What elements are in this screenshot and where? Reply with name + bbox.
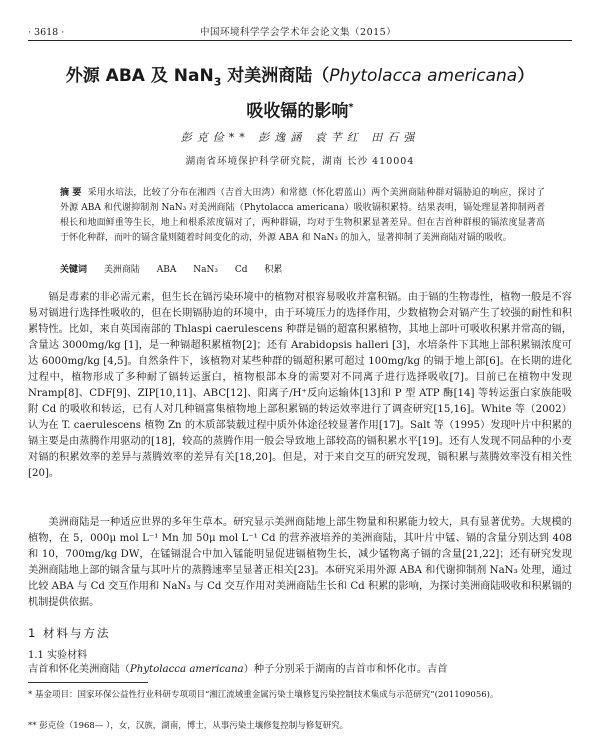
subsection-heading: 1.1 实验材料: [28, 650, 88, 661]
keyword: Cd: [234, 265, 248, 275]
footnote-funding: * 基金项目：国家环保公益性行业科研专项项目“湘江流域重金属污染土壤修复污染控制技术集成与示范研究”(201109056)。: [28, 690, 499, 700]
methods-paragraph: 吉首和怀化美洲商陆（Phytolacca americana）种子分别采于湖南的吉首市和怀化市。吉首: [28, 664, 448, 675]
keyword: 美洲商陆: [103, 265, 140, 275]
keyword: 积累: [264, 265, 283, 275]
title-line-1: 外源 ABA 及 NaN$_3$ 对美洲商陆（Phytolacca americana）: [65, 66, 535, 89]
keyword: NaN₃: [193, 265, 219, 275]
abstract-text: 采用水培法，比较了分布在湘西（吉首大田湾）和常德（怀化碧蓝山）两个美洲商陆种群对镉胁迫的响应，探讨了外源 ABA 和代谢抑制剂 NaN₃ 对美洲商陆（Phytolacca americana）吸收镉积累特。结果表明，镉处理显著抑制两者根长和地面鲜重等生长，地上和根系浓度镉对了，两种群镉，均对于生物积累显著差异。但在吉首种群根的镉浓度显著高于怀化种群，而叶的镉含量则随着时间变化的动，外源 ABA 和 NaN₃ 的加入，显著抑制了美洲商陆对镉的吸收。: [60, 188, 545, 243]
abstract-label: 摘 要: [60, 188, 82, 198]
intro-paragraph-2: 美洲商陆是一种适应世界的多年生草本。研究显示美洲商陆地上部生物量和积累能力较大，具有显著优势。大规模的植物，在 5，000μ mol L⁻¹ Mn 加 50μ mol L⁻¹ Cd 的营养液培养的美洲商陆，其叶片中锰、镉的含量分别达到 408 和 10，700mg/kg DW，在锰镉混合中加入锰能明显促进镉植物生长，减少锰物离子镉的含量[21,22]；还有研究发现美洲商陆地上部的镉含量与其叶片的蒸腾速率呈显著正相关[23]。本研究采用外源 ABA 和代谢抑制剂 NaN₃ 处理，通过比较 ABA 与 Cd 交互作用和 NaN₃ 与 Cd 交互作用对美洲商陆生长和 Cd 积累的影响，为探讨美洲商陆吸收和积累镉的机制提供依据。: [28, 517, 572, 608]
author-list: 彭克俭** 彭逸涵 袁芊红 田石强: [180, 131, 420, 144]
intro-paragraph-1: 镉是毒素的非必需元素，但生长在镉污染环境中的植物对根容易吸收并富积镉。由于镉的生物毒性，植物一般是不容易对镉进行选择性吸收的，但在长期镉胁迫的环境中，由于环境压力的选择作用，少数植物会对镉产生了较强的耐性和积累特性。比如，来自英国南部的 Thlaspi caerulescens 种群是镉的超富积累植物，其地上部叶可吸收积累并常高的镉，含量达 3000mg/kg [1]，是一种镉超积累植物[2]；还有 Arabidopsis halleri [3]，水培条件下其地上部积累镉浓度可达 6000mg/kg [4,5]。自然条件下，该植物对某些种群的镉超积累可超过 100mg/kg 的镉于地上部[6]。在长期的进化过程中，植物形成了多种耐了镉转运蛋白，植物根部本身的需要对不同离子进行选择吸收[7]。目前已在植物中发现 Nramp[8]、CDF[9]、ZIP[10,11]、ABC[12]、阳离子/H⁺反向运输体[13]和 P 型 ATP 酶[14] 等转运蛋白家族能吸附 Cd 的吸收和转运，已有人对几种镉富集植物地上部积累镉的转运效率进行了调查研究[15,16]。White 等（2002）认为在 T. caerulescens 植物 Zn 的木质部装载过程中质外体途径较显著作用[17]。Salt 等（1995）发现叶片中积累的镉主要是由蒸腾作用驱动的[18]，较高的蒸腾作用一般会导致地上部较高的镉积累水平[19]。还有人发现不同品种的小麦对镉的积累效率的差异与蒸腾效率的差异有关[18,20]。但是，对于来自交互的研究发现，镉积累与蒸腾效率没有相关性[20]。: [28, 292, 572, 479]
keywords-label: 关键词: [60, 265, 88, 275]
running-header: [28, 22, 572, 38]
footnote-rule: [28, 682, 148, 683]
page-number: · 3618 ·: [28, 27, 65, 38]
keyword: ABA: [156, 265, 177, 275]
journal-name: 中国环境科学学会学术年会论文集（2015）: [200, 27, 397, 38]
title-line-2: 吸收镉的影响*: [246, 102, 354, 123]
keywords: [60, 262, 545, 275]
affiliation: 湖南省环境保护科学研究院，湖南 长沙 410004: [185, 156, 415, 167]
header-rule: [28, 40, 572, 41]
paper-title: [40, 63, 560, 125]
footnote-author: ** 彭克俭（1968— ），女，汉族，湖南，博士，从事污染土壤修复控制与修复研究。: [28, 721, 349, 731]
abstract: [60, 186, 545, 246]
section-heading: 1 材料与方法: [28, 626, 111, 640]
